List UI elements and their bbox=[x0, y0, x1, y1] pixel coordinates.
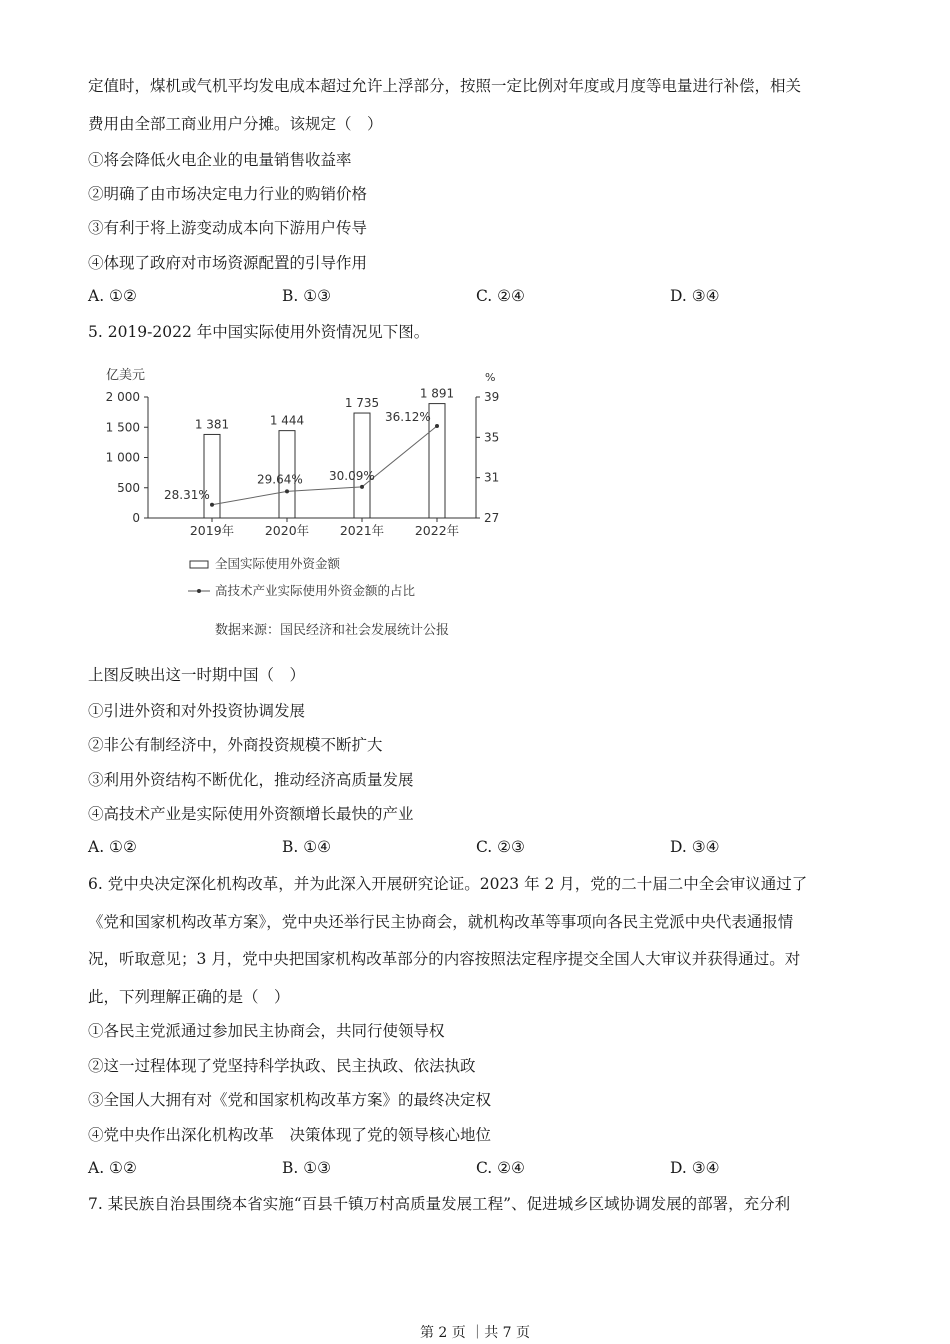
q6-item-3: ③全国人大拥有对《党和国家机构改革方案》的最终决定权 bbox=[88, 1091, 492, 1109]
share-point bbox=[435, 424, 439, 428]
legend-bar-swatch bbox=[190, 561, 208, 568]
q5-item-4: ④高技术产业是实际使用外资额增长最快的产业 bbox=[88, 805, 414, 823]
q4-option-a[interactable]: A. ①② bbox=[88, 287, 137, 305]
q6-item-1: ①各民主党派通过参加民主协商会，共同行使领导权 bbox=[88, 1022, 445, 1040]
q4-option-b[interactable]: B. ①③ bbox=[282, 287, 332, 305]
q4-option-c[interactable]: C. ②④ bbox=[476, 287, 525, 305]
bar-2022年 bbox=[429, 404, 445, 518]
right-tick-label: 27 bbox=[484, 511, 500, 525]
q6-item-2: ②这一过程体现了党坚持科学执政、民主执政、依法执政 bbox=[88, 1057, 476, 1075]
legend-bar-label: 全国实际使用外资金额 bbox=[215, 556, 341, 571]
q6-option-b[interactable]: B. ①③ bbox=[282, 1159, 332, 1177]
share-line bbox=[212, 426, 437, 505]
x-tick-label: 2019年 bbox=[189, 523, 235, 538]
q6-stem-line1: 6. 党中央决定深化机构改革，并为此深入开展研究论证。2023 年 2 月，党的二十届二中全会审议通过了 bbox=[88, 875, 808, 893]
q5-item-2: ②非公有制经济中，外商投资规模不断扩大 bbox=[88, 736, 383, 754]
bar-value-label: 1 891 bbox=[419, 386, 455, 401]
right-axis-label: % bbox=[485, 371, 496, 384]
q5-option-d[interactable]: D. ③④ bbox=[670, 838, 720, 856]
q6-options bbox=[88, 1159, 888, 1179]
q5-option-c[interactable]: C. ②③ bbox=[476, 838, 525, 856]
q6-stem-line2: 《党和国家机构改革方案》，党中央还举行民主协商会，就机构改革等事项向各民主党派中央代表通报情 bbox=[88, 913, 794, 931]
q4-item-4: ④体现了政府对市场资源配置的引导作用 bbox=[88, 254, 368, 272]
right-tick-label: 31 bbox=[484, 470, 500, 485]
left-tick-label: 2 000 bbox=[105, 390, 140, 404]
left-tick-label: 1 500 bbox=[105, 420, 140, 435]
q5-question: 上图反映出这一时期中国（ ） bbox=[88, 666, 306, 684]
q6-stem-line3: 况，听取意见；3 月，党中央把国家机构改革部分的内容按照法定程序提交全国人大审议并获得通过。对 bbox=[88, 950, 801, 968]
legend-line-label: 高技术产业实际使用外资金额的占比 bbox=[215, 583, 416, 598]
x-tick-label: 2021年 bbox=[339, 523, 385, 538]
right-tick-label: 39 bbox=[484, 390, 500, 404]
right-tick-label: 35 bbox=[484, 430, 500, 445]
bar-2021年 bbox=[354, 413, 370, 518]
left-tick-label: 0 bbox=[132, 511, 140, 525]
x-tick-label: 2022年 bbox=[414, 523, 460, 538]
fdi-chart-svg bbox=[100, 360, 520, 650]
bar-value-label: 1 735 bbox=[344, 396, 380, 411]
q7-stem-line1: 7. 某民族自治县围绕本省实施“百县千镇万村高质量发展工程”、促进城乡区域协调发展的部署，充分利 bbox=[88, 1195, 791, 1213]
share-point bbox=[360, 485, 364, 489]
q5-item-1: ①引进外资和对外投资协调发展 bbox=[88, 702, 306, 720]
q4-item-2: ②明确了由市场决定电力行业的购销价格 bbox=[88, 185, 368, 203]
q6-option-d[interactable]: D. ③④ bbox=[670, 1159, 720, 1177]
legend-line-marker bbox=[197, 589, 201, 593]
q4-item-1: ①将会降低火电企业的电量销售收益率 bbox=[88, 151, 352, 169]
q6-option-c[interactable]: C. ②④ bbox=[476, 1159, 525, 1177]
left-axis-label: 亿美元 bbox=[106, 368, 146, 383]
x-tick-label: 2020年 bbox=[264, 523, 310, 538]
left-tick-label: 500 bbox=[117, 480, 140, 495]
bar-value-label: 1 381 bbox=[194, 417, 230, 432]
chart-source: 数据来源：国民经济和社会发展统计公报 bbox=[215, 623, 450, 638]
page-footer: 第 2 页 ｜共 7 页 bbox=[419, 1325, 531, 1341]
q6-stem-line4: 此，下列理解正确的是（ ） bbox=[88, 988, 290, 1006]
q4-stem-line1: 定值时，煤机或气机平均发电成本超过允许上浮部分，按照一定比例对年度或月度等电量进行补偿，相关 bbox=[88, 77, 802, 95]
q5-option-a[interactable]: A. ①② bbox=[88, 838, 137, 856]
share-value-label: 36.12% bbox=[385, 410, 431, 425]
q5-stem: 5. 2019-2022 年中国实际使用外资情况见下图。 bbox=[88, 323, 430, 341]
share-point bbox=[210, 503, 214, 507]
q5-options bbox=[88, 838, 888, 858]
q6-item-4: ④党中央作出深化机构改革 决策体现了党的领导核心地位 bbox=[88, 1126, 492, 1144]
q4-option-d[interactable]: D. ③④ bbox=[670, 287, 720, 305]
share-point bbox=[285, 489, 289, 493]
q4-item-3: ③有利于将上游变动成本向下游用户传导 bbox=[88, 219, 368, 237]
q5-item-3: ③利用外资结构不断优化，推动经济高质量发展 bbox=[88, 771, 414, 789]
share-value-label: 28.31% bbox=[164, 487, 210, 502]
left-tick-label: 1 000 bbox=[105, 450, 140, 465]
q4-options bbox=[88, 287, 888, 307]
q5-option-b[interactable]: B. ①④ bbox=[282, 838, 332, 856]
bar-value-label: 1 444 bbox=[269, 413, 305, 428]
share-value-label: 30.09% bbox=[329, 468, 375, 483]
share-value-label: 29.64% bbox=[257, 472, 303, 487]
q4-stem-line2: 费用由全部工商业用户分摊。该规定（ ） bbox=[88, 115, 383, 133]
fdi-chart bbox=[100, 360, 520, 650]
q6-option-a[interactable]: A. ①② bbox=[88, 1159, 137, 1177]
